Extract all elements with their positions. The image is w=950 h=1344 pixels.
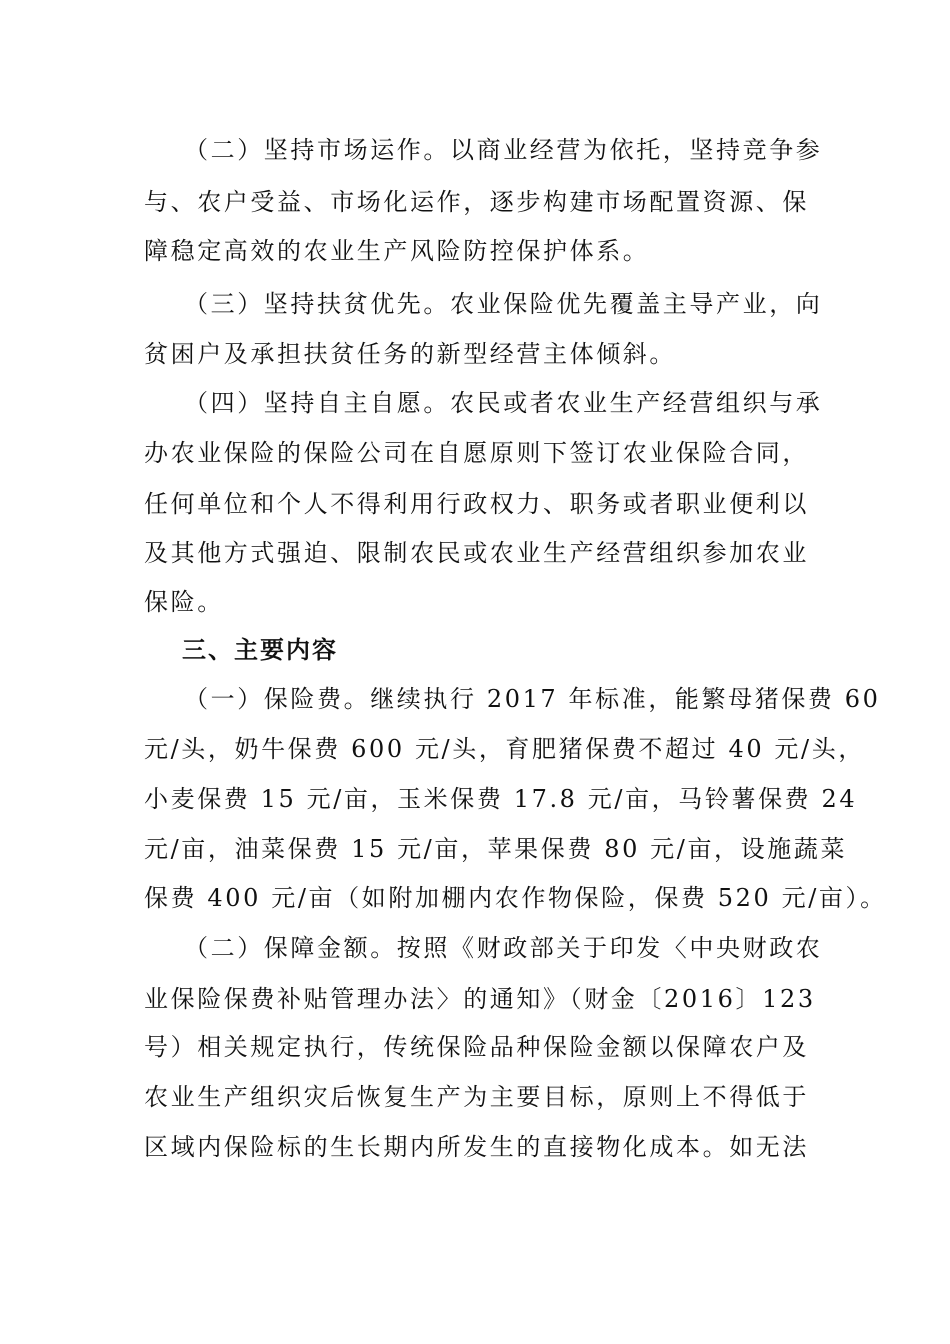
paragraph-line: 号）相关规定执行，传统保险品种保险金额以保障农户及 <box>144 1033 809 1061</box>
paragraph-line: 区域内保险标的生长期内所发生的直接物化成本。如无法 <box>144 1133 809 1161</box>
paragraph-line: 保费 400 元/亩（如附加棚内农作物保险，保费 520 元/亩）。 <box>144 884 887 912</box>
paragraph-line: 障稳定高效的农业生产风险防控保护体系。 <box>144 237 650 265</box>
paragraph-line: 元/亩，油菜保费 15 元/亩，苹果保费 80 元/亩，设施蔬菜 <box>144 835 848 863</box>
paragraph-line: （四）坚持自主自愿。农民或者农业生产经营组织与承 <box>184 389 823 417</box>
paragraph-line: （二）坚持市场运作。以商业经营为依托，坚持竞争参 <box>184 136 823 164</box>
paragraph-line: （三）坚持扶贫优先。农业保险优先覆盖主导产业，向 <box>184 290 823 318</box>
section-heading: 三、主要内容 <box>182 636 338 664</box>
paragraph-line: 及其他方式强迫、限制农民或农业生产经营组织参加农业 <box>144 539 809 567</box>
paragraph-line: （二）保障金额。按照《财政部关于印发〈中央财政农 <box>184 934 823 962</box>
paragraph-line: 办农业保险的保险公司在自愿原则下签订农业保险合同， <box>144 439 809 467</box>
paragraph-line: 任何单位和个人不得利用行政权力、职务或者职业便利以 <box>144 490 809 518</box>
paragraph-line: 农业生产组织灾后恢复生产为主要目标，原则上不得低于 <box>144 1083 809 1111</box>
paragraph-line: 保险。 <box>144 588 224 616</box>
paragraph-line: 小麦保费 15 元/亩，玉米保费 17.8 元/亩，马铃薯保费 24 <box>144 785 858 813</box>
paragraph-line: 元/头，奶牛保费 600 元/头，育肥猪保费不超过 40 元/头， <box>144 735 865 763</box>
paragraph-line: 业保险保费补贴管理办法〉的通知》（财金〔2016〕123 <box>144 985 816 1013</box>
paragraph-line: （一）保险费。继续执行 2017 年标准，能繁母猪保费 60 <box>184 685 881 713</box>
paragraph-line: 与、农户受益、市场化运作，逐步构建市场配置资源、保 <box>144 188 809 216</box>
paragraph-line: 贫困户及承担扶贫任务的新型经营主体倾斜。 <box>144 340 676 368</box>
